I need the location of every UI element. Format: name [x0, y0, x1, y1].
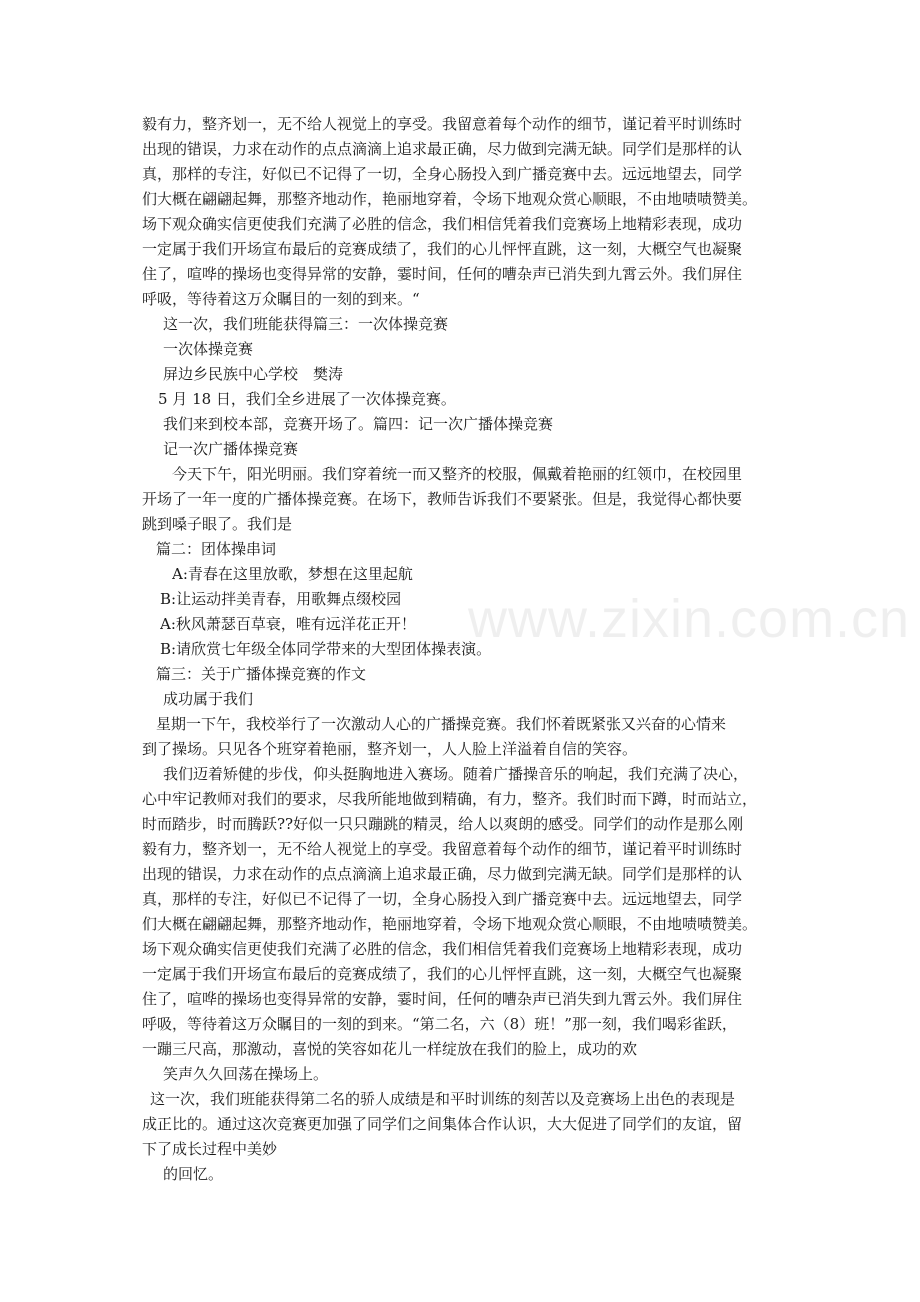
text-line: 开场了一年一度的广播体操竞赛。在场下，教师告诉我们不要紧张。但是，我觉得心都快要	[142, 490, 743, 508]
text-line: 成功属于我们	[163, 690, 254, 708]
text-line: 我们来到校本部，竞赛开场了。篇四：记一次广播体操竞赛	[163, 415, 554, 433]
text-line: 真，那样的专注，好似已不记得了一切，全身心肠投入到广播竞赛中去。远远地望去，同学	[142, 890, 743, 908]
watermark-text: www.zixin.com.cn	[468, 589, 911, 649]
text-line: 场下观众确实信更使我们充满了必胜的信念，我们相信凭着我们竞赛场上地精彩表现，成功	[142, 215, 743, 233]
text-line: 这一次，我们班能获得第二名的骄人成绩是和平时训练的刻苦以及竞赛场上出色的表现是	[150, 1090, 736, 1108]
text-line: 毅有力，整齐划一，无不给人视觉上的享受。我留意着每个动作的细节，谨记着平时训练时	[142, 115, 743, 133]
text-line: 记一次广播体操竞赛	[163, 440, 299, 458]
text-line: 5 月 18 日，我们全乡进展了一次体操竞赛。	[158, 390, 456, 408]
text-line: A:秋风萧瑟百草衰，唯有远洋花正开！	[160, 615, 416, 633]
text-line: 成正比的。通过这次竞赛更加强了同学们之间集体合作认识，大大促进了同学们的友谊，留	[142, 1115, 743, 1133]
text-line: 呼吸，等待着这万众瞩目的一刻的到来。“	[142, 290, 420, 308]
text-line: 的回忆。	[163, 1165, 224, 1183]
text-line: 屏边乡民族中心学校 樊涛	[163, 365, 344, 383]
text-line: 们大概在翩翩起舞，那整齐地动作，艳丽地穿着，令场下地观众赏心顺眼，不由地啧啧赞美。	[142, 915, 758, 933]
text-line: 我们迈着矫健的步伐，仰头挺胸地进入赛场。随着广播操音乐的响起，我们充满了决心，	[163, 765, 749, 783]
text-line: 出现的错误，力求在动作的点点滴滴上追求最正确，尽力做到完满无缺。同学们是那样的认	[142, 865, 743, 883]
text-line: 跳到嗓子眼了。我们是	[142, 515, 293, 533]
text-line: 星期一下午，我校举行了一次激动人心的广播操竞赛。我们怀着既紧张又兴奋的心情来	[156, 715, 727, 733]
text-line: 一蹦三尺高，那激动，喜悦的笑容如花儿一样绽放在我们的脸上，成功的欢	[142, 1040, 638, 1058]
text-line: 篇二：团体操串词	[156, 540, 277, 558]
text-line: 一定属于我们开场宣布最后的竞赛成绩了，我们的心儿怦怦直跳，这一刻，大概空气也凝聚	[142, 965, 743, 983]
text-line: 住了，喧哗的操场也变得异常的安静，霎时间，任何的嘈杂声已消失到九霄云外。我们屏住	[142, 265, 743, 283]
text-line: 呼吸，等待着这万众瞩目的一刻的到来。“第二名，六（8）班！”那一刻，我们喝彩雀跃，	[142, 1015, 737, 1033]
text-line: 下了成长过程中美妙	[142, 1140, 278, 1158]
text-line: 一次体操竞赛	[163, 340, 254, 358]
text-line: 一定属于我们开场宣布最后的竞赛成绩了，我们的心儿怦怦直跳，这一刻，大概空气也凝聚	[142, 240, 743, 258]
text-line: 到了操场。只见各个班穿着艳丽，整齐划一，人人脸上洋溢着自信的笑容。	[142, 740, 638, 758]
text-line: 时而踏步，时而腾跃??好似一只只蹦跳的精灵，给人以爽朗的感受。同学们的动作是那么刚	[142, 815, 744, 833]
text-line: 这一次，我们班能获得篇三：一次体操竞赛	[163, 315, 449, 333]
text-line: 篇三：关于广播体操竞赛的作文	[156, 665, 367, 683]
text-line: B:让运动拌美青春，用歌舞点缀校园	[160, 590, 402, 608]
text-line: B:请欣赏七年级全体同学带来的大型团体操表演。	[160, 640, 492, 658]
text-line: 毅有力，整齐划一，无不给人视觉上的享受。我留意着每个动作的细节，谨记着平时训练时	[142, 840, 743, 858]
text-line: 笑声久久回荡在操场上。	[163, 1065, 329, 1083]
text-line: 们大概在翩翩起舞，那整齐地动作，艳丽地穿着，令场下地观众赏心顺眼，不由地啧啧赞美。	[142, 190, 758, 208]
text-line: 住了，喧哗的操场也变得异常的安静，霎时间，任何的嘈杂声已消失到九霄云外。我们屏住	[142, 990, 743, 1008]
text-line: 场下观众确实信更使我们充满了必胜的信念，我们相信凭着我们竞赛场上地精彩表现，成功	[142, 940, 743, 958]
text-line: 心中牢记教师对我们的要求，尽我所能地做到精确，有力，整齐。我们时而下蹲，时而站立，	[142, 790, 758, 808]
text-line: A:青春在这里放歌，梦想在这里起航	[172, 565, 413, 583]
text-line: 出现的错误，力求在动作的点点滴滴上追求最正确，尽力做到完满无缺。同学们是那样的认	[142, 140, 743, 158]
text-line: 今天下午，阳光明丽。我们穿着统一而又整齐的校服，佩戴着艳丽的红领巾，在校园里	[172, 465, 743, 483]
text-line: 真，那样的专注，好似已不记得了一切，全身心肠投入到广播竞赛中去。远远地望去，同学	[142, 165, 743, 183]
